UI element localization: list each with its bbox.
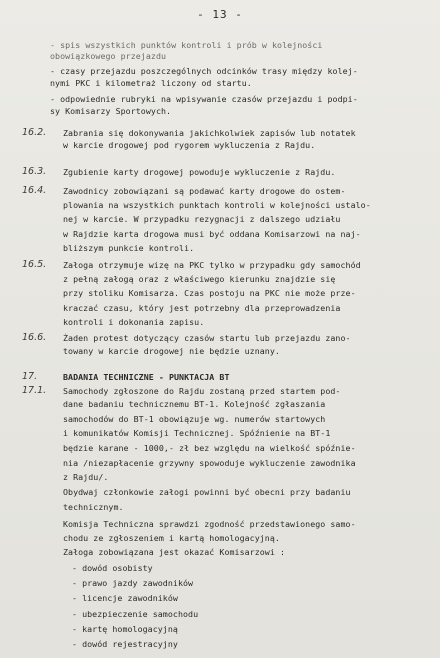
subsection-text-line: Samochody zgłoszone do Rajdu zostaną przed startem pod- <box>63 386 341 396</box>
intro-list-line: obowiązkowego przejazdu <box>50 51 167 61</box>
chapter-title: BADANIA TECHNICZNE - PUNKTACJA BT <box>63 372 230 382</box>
subsection-text-line: Załoga zobowiązana jest okazać Komisarzowi : <box>63 547 285 557</box>
section-text-line: przy stoliku Komisarza. Czas postoju na PKC nie może prze- <box>63 288 356 299</box>
section-number: 16.2. <box>22 127 47 138</box>
subsection-text-line: chodu ze zgłoszeniem i kartą homologacyjną. <box>63 533 280 543</box>
intro-list-line: - spis wszystkich punktów kontroli i prób w kolejności <box>50 40 323 50</box>
subsection-text-line: Komisja Techniczna sprawdzi zgodność przedstawionego samo- <box>63 519 356 529</box>
subsection-number: 17.1. <box>22 385 47 396</box>
section-text-line: w karcie drogowej pod rygorem wykluczenia z Rajdu. <box>63 139 316 150</box>
section-text-line: w Rajdzie karta drogowa musi być oddana Komisarzowi na naj- <box>63 228 361 239</box>
subsection-text-line: nia /niezapłacenie grzywny spowoduje wykluczenie zawodnika <box>63 458 356 468</box>
subsection-text-line: dane badaniu technicznemu BT-1. Kolejność zgłaszania <box>63 399 326 409</box>
subsection-text-line: i komunikatów Komisji Technicznej. Spóźnienie na BT-1 <box>63 428 331 438</box>
intro-list-line: - czasy przejazdu poszczególnych odcinków trasy między kolej- <box>50 66 358 76</box>
section-text-line: Zabrania się dokonywania jakichkolwiek zapisów lub notatek <box>63 128 356 138</box>
intro-list-line: sy Komisarzy Sportowych. <box>50 106 172 116</box>
section-text-line: towany w karcie drogowej nie będzie uznany. <box>63 345 280 356</box>
document-list-item: - dowód rejestracyjny <box>72 639 178 649</box>
document-list-item: - licencje zawodników <box>72 593 178 603</box>
section-number: 16.6. <box>22 332 47 343</box>
section-text-line: bliższym punkcie kontroli. <box>63 242 195 253</box>
section-text-line: Załoga otrzymuje wizę na PKC tylko w przypadku gdy samochód <box>63 260 361 270</box>
section-text-line: plowania na wszystkich punktach kontroli w kolejności ustalo- <box>63 200 371 211</box>
section-text-line: nej w karcie. W przypadku rezygnacji z dalszego udziału <box>63 214 341 225</box>
section-text-line: Żaden protest dotyczący czasów startu lub przejazdu zano- <box>63 333 351 343</box>
subsection-text-line: będzie karane - 1000,- zł bez względu na wielkość spóźnie- <box>63 443 356 453</box>
section-number: 16.3. <box>22 166 47 177</box>
document-list-item: - ubezpieczenie samochodu <box>72 609 199 619</box>
section-text-line: Zawodnicy zobowiązani są podawać karty drogowe do ostem- <box>63 186 346 196</box>
intro-list-line: nymi PKC i kilometraż liczony od startu. <box>50 78 252 88</box>
subsection-text-line: technicznym. <box>63 502 124 512</box>
document-list-item: - dowód osobisty <box>72 563 153 573</box>
section-text-line: Zgubienie karty drogowej powoduje wykluczenie z Rajdu. <box>63 167 336 177</box>
subsection-text-line: samochodów do BT-1 obowiązuje wg. numerów startowych <box>63 414 326 424</box>
subsection-text-line: z Rajdu/. <box>63 472 109 482</box>
page-number: - 13 - <box>197 8 243 21</box>
document-list-item: - kartę homologacyjną <box>72 624 178 634</box>
chapter-number: 17. <box>22 371 38 382</box>
subsection-text-line: Obydwaj członkowie załogi powinni być obecni przy badaniu <box>63 487 351 497</box>
section-number: 16.4. <box>22 185 47 196</box>
section-text-line: kraczać czasu, który jest potrzebny dla przeprowadzenia <box>63 302 341 313</box>
section-text-line: z pełną załogą oraz z właściwego kierunku znajdzie się <box>63 274 336 285</box>
document-list-item: - prawo jazdy zawodników <box>72 578 194 588</box>
intro-list-line: - odpowiednie rubryki na wpisywanie czasów przejazdu i podpi- <box>50 94 358 104</box>
section-number: 16.5. <box>22 259 47 270</box>
section-text-line: kontroli i dokonania zapisu. <box>63 316 205 327</box>
